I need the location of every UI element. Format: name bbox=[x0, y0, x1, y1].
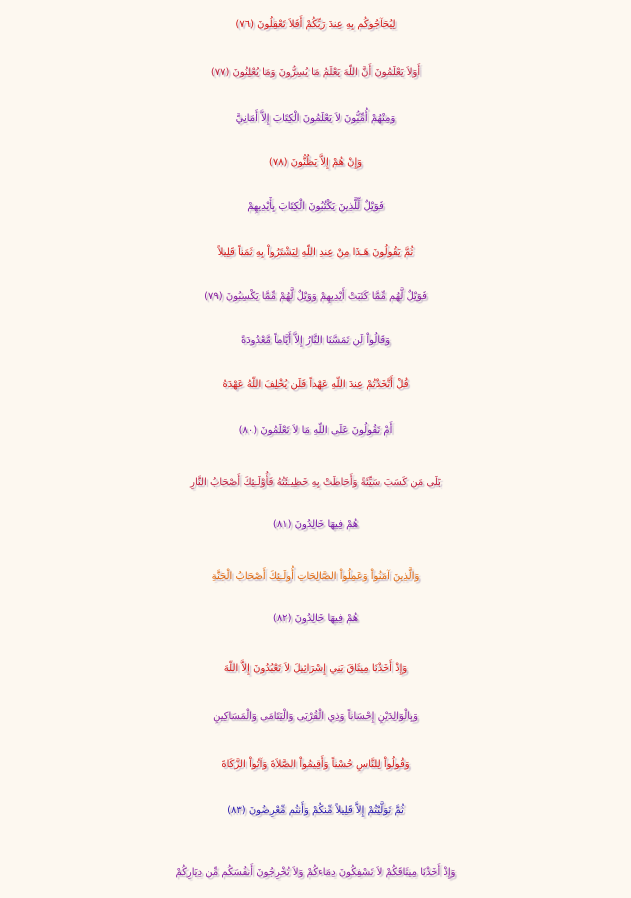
verse-line-10: أَمْ تَقُولُونَ عَلَى اللّهِ مَا لاَ تَعْلَمُونَ (٨٠) bbox=[238, 425, 393, 436]
verse-line-19: وَإِذْ أَخَذْنَا مِيثَاقَكُمْ لاَ تَسْفِكُونَ دِمَاءكُمْ وَلاَ تُخْرِجُونَ أَنفُسَكُم مِّن دِيَارِكُمْ bbox=[175, 867, 456, 878]
verse-line-1: لِيُحَآجُوكُم بِهِ عِندَ رَبِّكُمْ أَفَلاَ تَعْقِلُونَ (٧٦) bbox=[235, 19, 396, 30]
verse-line-2: أَوَلاَ يَعْلَمُونَ أَنَّ اللّهَ يَعْلَمُ مَا يُسِرُّونَ وَمَا يُعْلِنُونَ (٧٧) bbox=[210, 67, 421, 78]
verse-line-4: وَإِنْ هُمْ إِلاَّ يَظُنُّونَ (٧٨) bbox=[268, 157, 363, 168]
verse-line-14: هُمْ فِيهَا خَالِدُونَ (٨٢) bbox=[272, 613, 359, 624]
verse-line-11: بَلَى مَن كَسَبَ سَيِّئَةً وَأَحَاطَتْ بِهِ خَطِيـئَتُهُ فَأُوْلَـئِكَ أَصْحَابُ النَّارِ bbox=[190, 477, 441, 488]
verse-line-8: وَقَالُواْ لَن تَمَسَّنَا النَّارُ إِلاَّ أَيَّاماً مَّعْدُودَةً bbox=[240, 335, 391, 346]
verse-line-15: وَإِذْ أَخَذْنَا مِيثَاقَ بَنِي إِسْرَائِيلَ لاَ تَعْبُدُونَ إِلاَّ اللّهَ bbox=[223, 663, 408, 674]
verse-line-3: وَمِنْهُمْ أُمِّيُّونَ لاَ يَعْلَمُونَ الْكِتَابَ إِلاَّ أَمَانِيَّ bbox=[235, 113, 396, 124]
verse-line-5: فَوَيْلٌ لِّلَّذِينَ يَكْتُبُونَ الْكِتَابَ بِأَيْدِيهِمْ bbox=[247, 201, 384, 212]
verse-line-6: ثُمَّ يَقُولُونَ هَـذَا مِنْ عِندِ اللّهِ لِيَشْتَرُواْ بِهِ ثَمَناً قَلِيلاً bbox=[217, 247, 414, 258]
verse-line-13: وَالَّذِينَ آمَنُواْ وَعَمِلُواْ الصَّالِحَاتِ أُولَـئِكَ أَصْحَابُ الْجَنَّةِ bbox=[211, 571, 420, 582]
verse-line-18: ثُمَّ تَوَلَّيْتُمْ إِلاَّ قَلِيلاً مِّنكُمْ وَأَنتُم مِّعْرِضُونَ (٨٣) bbox=[227, 805, 404, 816]
verse-line-12: هُمْ فِيهَا خَالِدُونَ (٨١) bbox=[272, 519, 359, 530]
verse-line-9: قُلْ أَتَّخَذْتُمْ عِندَ اللّهِ عَهْداً فَلَن يُخْلِفَ اللّهُ عَهْدَهُ bbox=[222, 379, 409, 390]
verse-line-16: وَبِالْوَالِدَيْنِ إِحْسَاناً وَذِي الْقُرْبَى وَالْيَتَامَى وَالْمَسَاكِينِ bbox=[213, 711, 418, 722]
verse-line-7: فَوَيْلٌ لَّهُم مِّمَّا كَتَبَتْ أَيْدِيهِمْ وَوَيْلٌ لَّهُمْ مِّمَّا يَكْسِبُونَ (٧٩) bbox=[204, 291, 427, 302]
verse-line-17: وَقُولُواْ لِلنَّاسِ حُسْناً وَأَقِيمُواْ الصَّلاَةَ وَآتُواْ الزَّكَاةَ bbox=[221, 759, 410, 770]
